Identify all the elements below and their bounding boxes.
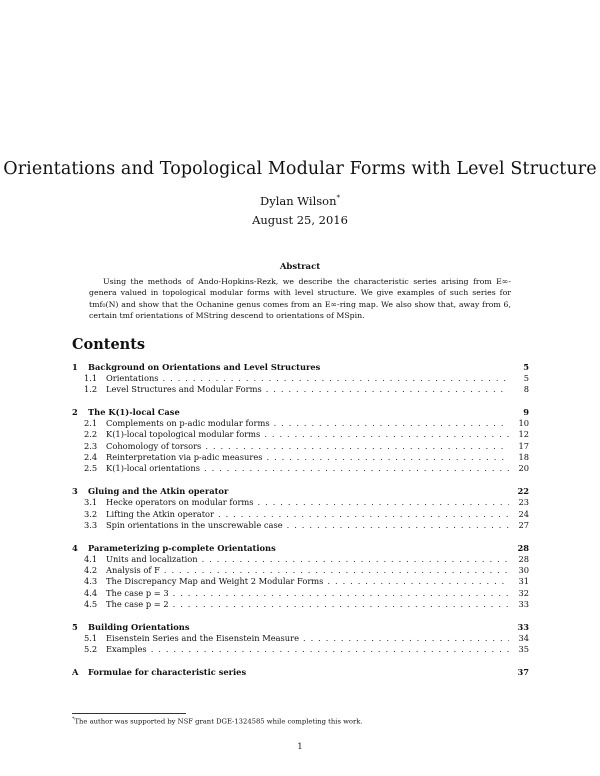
toc-subsection-page: 18 [518,452,529,463]
toc-subsection-number: 2.4 [84,452,98,463]
toc-subsection-page: 5 [523,373,529,383]
toc-subsection-title: Examples [106,644,147,655]
author-line [0,191,600,208]
toc-subsection-title: Lifting the Atkin operator [106,508,215,519]
toc-section-group [72,622,529,656]
toc-section-number: 5 [72,621,78,632]
toc-section-group [72,667,529,678]
toc-section-title: Building Orientations [88,621,190,632]
toc-subsection-number: 1.2 [84,384,98,395]
toc-subsection-number: 4.1 [84,553,98,564]
abstract-heading: Abstract [279,262,321,272]
toc-subsection-number: 4.2 [84,565,98,576]
toc-subsection-title: Orientations [106,373,159,383]
toc-subsection-number: 2.1 [84,418,98,429]
table-of-contents [72,362,529,690]
toc-subsection-page: 27 [518,519,529,530]
toc-section-title: Gluing and the Atkin operator [88,486,229,497]
toc-subsection-title: Spin orientations in the unscrewable case [106,519,283,530]
toc-subsection-entry[interactable] [72,554,529,565]
toc-section-entry[interactable] [72,667,529,678]
toc-leader-dots [164,565,509,576]
toc-subsection-title: Reinterpretation via p-adic measures [106,452,263,463]
toc-subsection-title: Units and localization [106,553,198,564]
toc-section-page: 28 [517,542,529,553]
toc-subsection-entry[interactable] [72,599,529,610]
toc-leader-dots [173,599,509,610]
toc-leader-dots [303,633,509,644]
toc-subsection-page: 33 [518,598,529,609]
toc-leader-dots [202,554,509,565]
toc-subsection-entry[interactable] [72,452,529,463]
paper-title: Orientations and Topological Modular Forms with Level Structure [3,159,597,179]
toc-subsection-title: The Discrepancy Map and Weight 2 Modular Forms [106,576,324,587]
toc-leader-dots [287,520,509,531]
toc-subsection-title: The case p = 3 [106,587,169,598]
toc-subsection-entry[interactable] [72,384,529,395]
toc-section-page: 37 [517,667,529,678]
toc-subsection-title: K(1)-local topological modular forms [106,429,261,440]
paper-date: August 25, 2016 [252,213,348,227]
toc-subsection-entry[interactable] [72,565,529,576]
toc-subsection-entry[interactable] [72,644,529,655]
toc-subsection-title: Cohomology of torsors [106,440,202,451]
toc-section-entry[interactable] [72,486,529,497]
toc-subsection-title: Complements on p-adic modular forms [106,418,270,429]
toc-section-entry[interactable] [72,622,529,633]
toc-subsection-entry[interactable] [72,463,529,474]
toc-subsection-entry[interactable] [72,429,529,440]
toc-subsection-entry[interactable] [72,373,529,384]
toc-subsection-entry[interactable] [72,441,529,452]
footnote-mark: * [72,716,75,722]
toc-subsection-entry[interactable] [72,509,529,520]
toc-section-title: The K(1)-local Case [88,407,180,418]
toc-subsection-entry[interactable] [72,633,529,644]
toc-subsection-page: 35 [518,644,529,655]
toc-subsection-number: 5.1 [84,632,98,643]
toc-subsection-number: 3.2 [84,508,98,519]
toc-section-number: 4 [72,542,78,553]
toc-section-group [72,543,529,610]
toc-subsection-page: 20 [518,463,529,474]
footnote-text: The author was supported by NSF grant DGE-1324585 while completing this work. [74,717,363,726]
toc-subsection-page: 10 [518,418,529,429]
author-footnote-mark[interactable]: * [336,194,341,202]
toc-leader-dots [274,418,509,429]
abstract-text: Using the methods of Ando-Hopkins-Rezk, we describe the characteristic series arising from E∞-genera valued in topological modular forms with level structure. We give examples of such series for tmf₀(N) and show that the Ochanine genus comes from an E∞-ring map. We also show that, away from 6, certain tmf orientations of MString descend to orientations of MSpin. [89,277,511,320]
toc-subsection-title: Hecke operators on modular forms [106,497,254,508]
toc-leader-dots [264,429,509,440]
toc-subsection-title: Eisenstein Series and the Eisenstein Measure [106,632,300,643]
toc-subsection-page: 32 [518,587,529,598]
toc-subsection-entry[interactable] [72,418,529,429]
toc-section-entry[interactable] [72,407,529,418]
toc-subsection-page: 30 [518,565,529,576]
toc-leader-dots [151,644,509,655]
toc-subsection-page: 31 [518,576,529,587]
toc-subsection-number: 4.5 [84,598,98,609]
toc-section-page: 33 [517,621,529,632]
toc-leader-dots [163,373,509,384]
toc-subsection-page: 23 [518,497,529,508]
toc-section-group [72,362,529,396]
toc-subsection-entry[interactable] [72,520,529,531]
toc-section-entry[interactable] [72,362,529,373]
toc-subsection-entry[interactable] [72,576,529,587]
toc-leader-dots [173,588,509,599]
toc-subsection-number: 3.1 [84,497,98,508]
toc-subsection-page: 34 [518,632,529,643]
toc-subsection-page: 28 [518,553,529,564]
toc-section-page: 9 [523,407,529,418]
toc-subsection-page: 17 [518,440,529,451]
toc-leader-dots [258,497,509,508]
toc-section-number: 1 [72,362,78,372]
toc-section-number: 2 [72,407,78,418]
toc-subsection-entry[interactable] [72,497,529,508]
toc-subsection-number: 3.3 [84,519,98,530]
toc-section-entry[interactable] [72,543,529,554]
toc-subsection-title: The case p = 2 [106,598,169,609]
toc-subsection-number: 1.1 [84,373,98,383]
toc-subsection-number: 4.4 [84,587,98,598]
toc-section-page: 22 [517,486,529,497]
toc-leader-dots [204,463,509,474]
toc-subsection-page: 24 [518,508,529,519]
page-number: 1 [297,742,303,752]
toc-section-title: Parameterizing p-complete Orientations [88,542,276,553]
toc-section-group [72,486,529,531]
toc-subsection-number: 2.5 [84,463,98,474]
toc-section-number: A [72,667,79,678]
toc-leader-dots [218,509,509,520]
contents-heading: Contents [72,336,146,353]
toc-section-page: 5 [523,362,529,372]
toc-section-number: 3 [72,486,78,497]
toc-subsection-number: 2.3 [84,440,98,451]
toc-subsection-page: 8 [523,384,529,395]
toc-subsection-entry[interactable] [72,588,529,599]
toc-leader-dots [205,441,509,452]
toc-leader-dots [266,384,509,395]
footnote [72,715,363,726]
toc-subsection-title: K(1)-local orientations [106,463,201,474]
toc-section-title: Background on Orientations and Level Structures [88,362,321,372]
toc-subsection-number: 5.2 [84,644,98,655]
footnote-rule [72,713,186,714]
toc-subsection-title: Level Structures and Modular Forms [106,384,262,395]
abstract [89,276,511,321]
toc-subsection-number: 4.3 [84,576,98,587]
toc-subsection-page: 12 [518,429,529,440]
toc-section-group [72,407,529,474]
toc-leader-dots [327,576,509,587]
toc-leader-dots [267,452,510,463]
toc-section-title: Formulae for characteristic series [88,667,247,678]
author-name: Dylan Wilson [259,193,337,208]
toc-subsection-number: 2.2 [84,429,98,440]
toc-subsection-title: Analysis of F [106,565,160,576]
